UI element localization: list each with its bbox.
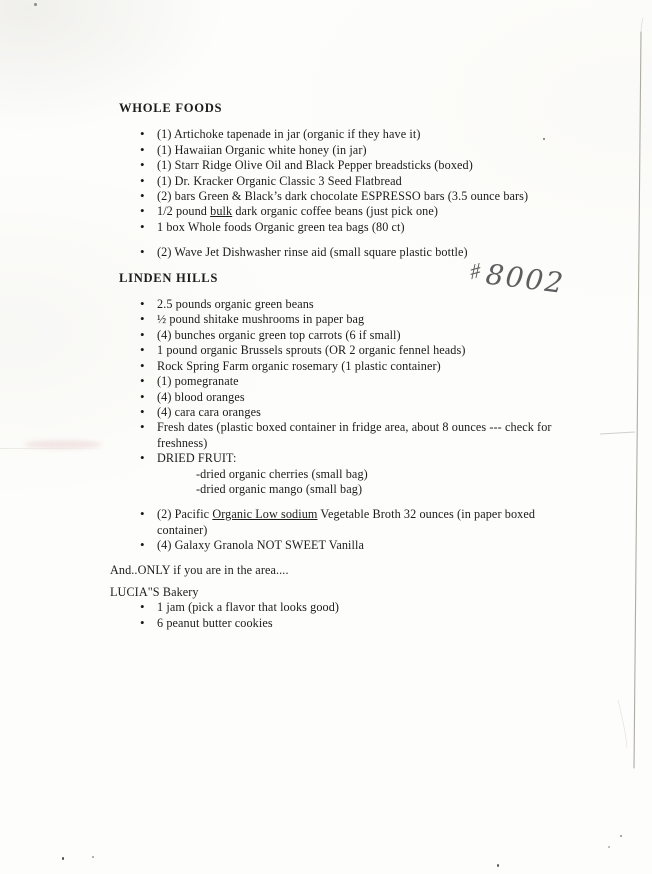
list-item [157, 204, 615, 219]
underlined-text: bulk [210, 204, 233, 219]
section-heading: WHOLE FOODS [119, 101, 223, 115]
item-list [110, 127, 615, 235]
list-item: • (4) blood oranges [157, 390, 615, 405]
sub-item: -dried organic cherries (small bag) [196, 466, 368, 481]
handwritten-digits: 8002 [483, 257, 567, 300]
list-item: • (4) cara cara oranges [157, 405, 615, 420]
list-item: • (4) Galaxy Granola NOT SWEET Vanilla [157, 538, 615, 553]
item-line: • 1/2 pound bulk dark organic coffee beans (just pick one) [157, 204, 438, 219]
scan-speck [608, 846, 610, 848]
item-list [110, 297, 615, 497]
list-item: • (1) Dr. Kracker Organic Classic 3 Seed Flatbread [157, 174, 615, 189]
list-item [157, 451, 615, 497]
shopping-list-document [110, 101, 615, 631]
list-item: • Rock Spring Farm organic rosemary (1 plastic container) [157, 359, 615, 374]
item-line: • DRIED FRUIT: [157, 451, 237, 466]
list-item: • (4) bunches organic green top carrots (6 if small) [157, 328, 615, 343]
item-line: • Fresh dates (plastic boxed container in fridge area, about 8 ounces --- check for [157, 420, 552, 435]
note-line: And..ONLY if you are in the area.... [110, 562, 289, 577]
list-item: • 2.5 pounds organic green beans [157, 297, 615, 312]
hash-symbol: # [468, 257, 482, 285]
scan-speck [92, 856, 94, 858]
item-line: • (2) Pacific Organic Low sodium Vegetable Broth 32 ounces (in paper boxed [157, 507, 536, 522]
list-item: • (2) Wave Jet Dishwasher rinse aid (small square plastic bottle) [157, 245, 615, 260]
list-item: • 1 pound organic Brussels sprouts (OR 2 organic fennel heads) [157, 343, 615, 358]
list-item: • 1 jam (pick a flavor that looks good) [157, 600, 615, 615]
list-item [157, 507, 615, 538]
handwritten-order-number [468, 252, 567, 300]
scan-speck [62, 857, 64, 860]
paper-crease [0, 448, 110, 449]
sub-item: -dried organic mango (small bag) [196, 481, 363, 496]
item-line: container) [157, 522, 208, 537]
item-list [110, 507, 615, 553]
section-heading: LUCIA"S Bakery [110, 584, 199, 599]
list-item: • 1 box Whole foods Organic green tea bags (80 ct) [157, 220, 615, 235]
item-line: freshness) [157, 435, 208, 450]
list-item: • (1) Artichoke tapenade in jar (organic if they have it) [157, 127, 615, 142]
item-list [110, 600, 615, 631]
scan-speck [34, 3, 37, 6]
underlined-text: Organic Low sodium [212, 507, 318, 522]
list-item: • ½ pound shitake mushrooms in paper bag [157, 312, 615, 327]
list-item: • (1) Starr Ridge Olive Oil and Black Pepper breadsticks (boxed) [157, 158, 615, 173]
scan-speck [543, 138, 545, 140]
list-item [157, 420, 615, 451]
scan-speck [620, 835, 622, 837]
list-item: • (1) pomegranate [157, 374, 615, 389]
list-item: • (2) bars Green & Black’s dark chocolate ESPRESSO bars (3.5 ounce bars) [157, 189, 615, 204]
list-item: • (1) Hawaiian Organic white honey (in jar) [157, 143, 615, 158]
list-item: • 6 peanut butter cookies [157, 616, 615, 631]
section-heading: LINDEN HILLS [119, 270, 219, 285]
scan-speck [497, 864, 499, 867]
